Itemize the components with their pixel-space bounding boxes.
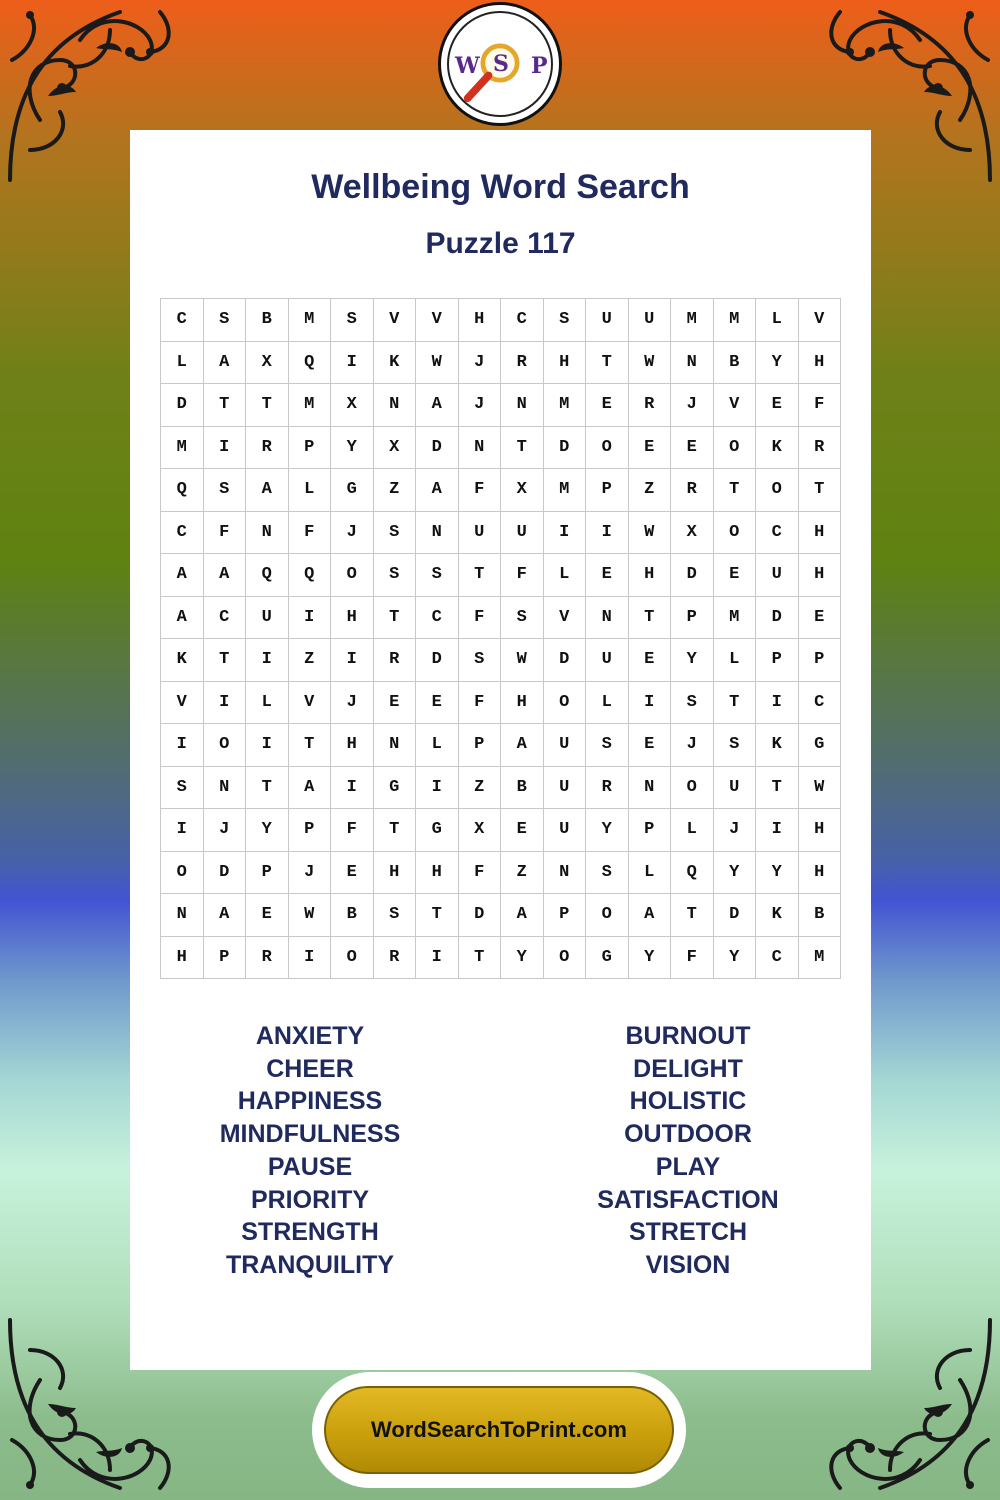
grid-cell[interactable]: V xyxy=(714,384,757,427)
grid-cell[interactable]: U xyxy=(586,299,629,342)
letter-grid xyxy=(160,298,841,979)
grid-cell[interactable]: S xyxy=(586,724,629,767)
grid-cell[interactable]: B xyxy=(799,894,842,937)
grid-cell[interactable]: W xyxy=(629,342,672,385)
logo-letter-p: P xyxy=(531,53,548,79)
grid-cell[interactable]: N xyxy=(586,597,629,640)
grid-cell[interactable]: O xyxy=(756,469,799,512)
grid-cell[interactable]: Q xyxy=(289,342,332,385)
grid-cell[interactable]: I xyxy=(416,767,459,810)
grid-cell[interactable]: L xyxy=(161,342,204,385)
grid-cell[interactable]: I xyxy=(629,682,672,725)
grid-cell[interactable]: H xyxy=(374,852,417,895)
grid-cell[interactable]: F xyxy=(459,469,502,512)
word-list-item: MINDFULNESS xyxy=(219,1120,401,1149)
word-list-item: TRANQUILITY xyxy=(225,1250,395,1279)
grid-cell[interactable]: F xyxy=(671,937,714,980)
grid-cell[interactable]: C xyxy=(756,512,799,555)
grid-cell[interactable]: D xyxy=(714,894,757,937)
grid-cell[interactable]: F xyxy=(799,384,842,427)
site-link-text: WordSearchToPrint.com xyxy=(371,1417,627,1442)
word-list-item: HOLISTIC xyxy=(629,1087,747,1116)
grid-cell[interactable]: V xyxy=(161,682,204,725)
grid-cell[interactable]: C xyxy=(501,299,544,342)
grid-cell[interactable]: T xyxy=(501,427,544,470)
grid-cell[interactable]: C xyxy=(799,682,842,725)
grid-cell[interactable]: S xyxy=(586,852,629,895)
grid-cell[interactable]: M xyxy=(544,469,587,512)
grid-cell[interactable]: P xyxy=(629,809,672,852)
grid-cell[interactable]: I xyxy=(246,724,289,767)
grid-cell[interactable]: D xyxy=(756,597,799,640)
grid-cell[interactable]: I xyxy=(756,682,799,725)
grid-cell[interactable]: P xyxy=(544,894,587,937)
word-list-item: STRETCH xyxy=(628,1218,748,1247)
grid-cell[interactable]: T xyxy=(459,554,502,597)
page-title: Wellbeing Word Search xyxy=(311,168,690,206)
grid-cell[interactable]: M xyxy=(289,299,332,342)
grid-cell[interactable]: F xyxy=(459,852,502,895)
grid-cell[interactable]: S xyxy=(204,299,247,342)
grid-cell[interactable]: P xyxy=(289,809,332,852)
word-list xyxy=(130,1020,871,1290)
grid-cell[interactable]: E xyxy=(586,384,629,427)
grid-cell[interactable]: H xyxy=(629,554,672,597)
grid-cell[interactable]: R xyxy=(246,427,289,470)
logo-letter-s: S xyxy=(493,51,509,77)
grid-cell[interactable]: J xyxy=(714,809,757,852)
grid-cell[interactable]: L xyxy=(629,852,672,895)
grid-cell[interactable]: V xyxy=(416,299,459,342)
grid-cell[interactable]: C xyxy=(756,937,799,980)
grid-cell[interactable]: O xyxy=(331,554,374,597)
grid-cell[interactable]: H xyxy=(331,724,374,767)
grid-cell[interactable]: T xyxy=(374,809,417,852)
grid-cell[interactable]: Y xyxy=(586,809,629,852)
grid-cell[interactable]: J xyxy=(204,809,247,852)
grid-cell[interactable]: P xyxy=(204,937,247,980)
grid-cell[interactable]: N xyxy=(544,852,587,895)
grid-cell[interactable]: K xyxy=(756,894,799,937)
grid-cell[interactable]: T xyxy=(799,469,842,512)
grid-cell[interactable]: O xyxy=(544,682,587,725)
grid-cell[interactable]: O xyxy=(544,937,587,980)
grid-cell[interactable]: A xyxy=(416,384,459,427)
grid-cell[interactable]: S xyxy=(459,639,502,682)
grid-cell[interactable]: J xyxy=(289,852,332,895)
grid-cell[interactable]: E xyxy=(799,597,842,640)
grid-cell[interactable]: R xyxy=(799,427,842,470)
word-list-item: SATISFACTION xyxy=(597,1185,779,1214)
grid-cell[interactable]: D xyxy=(544,639,587,682)
grid-cell[interactable]: L xyxy=(246,682,289,725)
grid-cell[interactable]: N xyxy=(671,342,714,385)
grid-cell[interactable]: P xyxy=(459,724,502,767)
grid-cell[interactable]: W xyxy=(289,894,332,937)
word-list-item: PAUSE xyxy=(267,1152,353,1181)
grid-cell[interactable]: L xyxy=(586,682,629,725)
grid-cell[interactable]: S xyxy=(331,299,374,342)
grid-cell[interactable]: Y xyxy=(331,427,374,470)
grid-cell[interactable]: U xyxy=(501,512,544,555)
grid-cell[interactable]: T xyxy=(374,597,417,640)
grid-cell[interactable]: M xyxy=(289,384,332,427)
grid-cell[interactable]: I xyxy=(586,512,629,555)
grid-cell[interactable]: N xyxy=(459,427,502,470)
grid-cell[interactable]: F xyxy=(459,682,502,725)
grid-cell[interactable]: W xyxy=(629,512,672,555)
logo-letter-w: W xyxy=(455,53,480,79)
grid-cell[interactable]: A xyxy=(161,554,204,597)
grid-cell[interactable]: P xyxy=(246,852,289,895)
grid-cell[interactable]: F xyxy=(289,512,332,555)
grid-cell[interactable]: F xyxy=(331,809,374,852)
grid-cell[interactable]: I xyxy=(289,597,332,640)
grid-cell[interactable]: C xyxy=(161,299,204,342)
grid-cell[interactable]: Y xyxy=(246,809,289,852)
grid-cell[interactable]: I xyxy=(204,427,247,470)
grid-cell[interactable]: H xyxy=(416,852,459,895)
grid-cell[interactable]: D xyxy=(544,427,587,470)
grid-cell[interactable]: H xyxy=(544,342,587,385)
grid-cell[interactable]: N xyxy=(374,724,417,767)
grid-cell[interactable]: I xyxy=(161,724,204,767)
grid-cell[interactable]: A xyxy=(204,554,247,597)
grid-cell[interactable]: U xyxy=(459,512,502,555)
word-list-item: PLAY xyxy=(655,1152,721,1181)
grid-cell[interactable]: J xyxy=(459,384,502,427)
grid-cell[interactable]: D xyxy=(204,852,247,895)
grid-cell[interactable]: X xyxy=(459,809,502,852)
grid-cell[interactable]: G xyxy=(374,767,417,810)
word-list-right xyxy=(508,1020,868,1282)
grid-cell[interactable]: T xyxy=(629,597,672,640)
grid-cell[interactable]: I xyxy=(331,767,374,810)
grid-cell[interactable]: E xyxy=(671,427,714,470)
grid-cell[interactable]: N xyxy=(204,767,247,810)
grid-cell[interactable]: F xyxy=(459,597,502,640)
grid-cell[interactable]: K xyxy=(756,427,799,470)
grid-cell[interactable]: D xyxy=(416,427,459,470)
grid-cell[interactable]: A xyxy=(161,597,204,640)
grid-cell[interactable]: V xyxy=(289,682,332,725)
word-list-item: ANXIETY xyxy=(255,1022,365,1050)
grid-cell[interactable]: I xyxy=(331,639,374,682)
grid-cell[interactable]: I xyxy=(331,342,374,385)
grid-cell[interactable]: K xyxy=(374,342,417,385)
grid-cell[interactable]: N xyxy=(374,384,417,427)
grid-cell[interactable]: A xyxy=(246,469,289,512)
grid-cell[interactable]: I xyxy=(204,682,247,725)
grid-cell[interactable]: Y xyxy=(629,937,672,980)
grid-cell[interactable]: M xyxy=(714,597,757,640)
grid-cell[interactable]: Z xyxy=(289,639,332,682)
grid-cell[interactable]: O xyxy=(204,724,247,767)
grid-cell[interactable]: T xyxy=(246,767,289,810)
site-logo[interactable] xyxy=(438,2,562,126)
grid-cell[interactable]: W xyxy=(799,767,842,810)
grid-cell[interactable]: N xyxy=(416,512,459,555)
grid-cell[interactable]: F xyxy=(501,554,544,597)
grid-cell[interactable]: H xyxy=(331,597,374,640)
footer-badge xyxy=(312,1372,686,1488)
grid-cell[interactable]: V xyxy=(374,299,417,342)
grid-cell[interactable]: R xyxy=(501,342,544,385)
grid-cell[interactable]: T xyxy=(714,469,757,512)
grid-cell[interactable]: H xyxy=(799,852,842,895)
grid-cell[interactable]: X xyxy=(331,384,374,427)
grid-cell[interactable]: U xyxy=(544,809,587,852)
puzzle-card xyxy=(130,130,871,1370)
grid-cell[interactable]: L xyxy=(416,724,459,767)
grid-cell[interactable]: Y xyxy=(671,639,714,682)
word-list-item: STRENGTH xyxy=(241,1218,379,1247)
grid-cell[interactable]: Z xyxy=(629,469,672,512)
grid-cell[interactable]: U xyxy=(544,767,587,810)
grid-cell[interactable]: R xyxy=(374,639,417,682)
grid-cell[interactable]: M xyxy=(161,427,204,470)
grid-cell[interactable]: S xyxy=(544,299,587,342)
grid-cell[interactable]: D xyxy=(671,554,714,597)
grid-cell[interactable]: O xyxy=(586,427,629,470)
grid-cell[interactable]: K xyxy=(161,639,204,682)
grid-cell[interactable]: O xyxy=(331,937,374,980)
grid-cell[interactable]: T xyxy=(246,384,289,427)
word-list-item: CHEER xyxy=(266,1054,354,1083)
word-list-item: DELIGHT xyxy=(633,1054,743,1083)
grid-cell[interactable]: U xyxy=(586,639,629,682)
grid-cell[interactable]: M xyxy=(714,299,757,342)
grid-cell[interactable]: O xyxy=(161,852,204,895)
grid-cell[interactable]: T xyxy=(586,342,629,385)
grid-cell[interactable]: P xyxy=(799,639,842,682)
grid-cell[interactable]: C xyxy=(204,597,247,640)
grid-cell[interactable]: B xyxy=(331,894,374,937)
grid-cell[interactable]: E xyxy=(416,682,459,725)
grid-cell[interactable]: E xyxy=(714,554,757,597)
grid-cell[interactable]: R xyxy=(671,469,714,512)
grid-cell[interactable]: X xyxy=(671,512,714,555)
grid-cell[interactable]: G xyxy=(416,809,459,852)
grid-cell[interactable]: L xyxy=(671,809,714,852)
grid-cell[interactable]: T xyxy=(416,894,459,937)
grid-cell[interactable]: J xyxy=(331,512,374,555)
grid-cell[interactable]: P xyxy=(671,597,714,640)
grid-cell[interactable]: G xyxy=(799,724,842,767)
grid-cell[interactable]: T xyxy=(204,384,247,427)
grid-cell[interactable]: A xyxy=(501,724,544,767)
grid-cell[interactable]: H xyxy=(459,299,502,342)
grid-cell[interactable]: N xyxy=(501,384,544,427)
grid-cell[interactable]: L xyxy=(289,469,332,512)
grid-cell[interactable]: E xyxy=(246,894,289,937)
grid-cell[interactable]: S xyxy=(714,724,757,767)
grid-cell[interactable]: D xyxy=(161,384,204,427)
grid-cell[interactable]: S xyxy=(501,597,544,640)
grid-cell[interactable]: V xyxy=(799,299,842,342)
grid-cell[interactable]: I xyxy=(416,937,459,980)
grid-cell[interactable]: S xyxy=(671,682,714,725)
grid-cell[interactable]: X xyxy=(246,342,289,385)
grid-cell[interactable]: R xyxy=(586,767,629,810)
grid-cell[interactable]: J xyxy=(459,342,502,385)
word-list-left xyxy=(130,1020,490,1282)
grid-cell[interactable]: T xyxy=(756,767,799,810)
grid-cell[interactable]: D xyxy=(416,639,459,682)
grid-cell[interactable]: L xyxy=(756,299,799,342)
grid-cell[interactable]: O xyxy=(714,427,757,470)
grid-cell[interactable]: A xyxy=(629,894,672,937)
puzzle-number: Puzzle 117 xyxy=(425,227,576,260)
grid-cell[interactable]: A xyxy=(204,894,247,937)
grid-cell[interactable]: E xyxy=(756,384,799,427)
grid-cell[interactable]: I xyxy=(289,937,332,980)
grid-cell[interactable]: T xyxy=(714,682,757,725)
word-list-item: OUTDOOR xyxy=(624,1120,752,1149)
grid-cell[interactable]: H xyxy=(799,554,842,597)
grid-cell[interactable]: B xyxy=(714,342,757,385)
grid-cell[interactable]: I xyxy=(756,809,799,852)
word-list-item: HAPPINESS xyxy=(237,1087,383,1116)
grid-cell[interactable]: A xyxy=(289,767,332,810)
grid-cell[interactable]: G xyxy=(331,469,374,512)
grid-cell[interactable]: M xyxy=(799,937,842,980)
grid-cell[interactable]: E xyxy=(331,852,374,895)
grid-cell[interactable]: C xyxy=(161,512,204,555)
grid-cell[interactable]: D xyxy=(459,894,502,937)
grid-cell[interactable]: R xyxy=(374,937,417,980)
grid-cell[interactable]: H xyxy=(799,342,842,385)
grid-cell[interactable]: L xyxy=(544,554,587,597)
grid-cell[interactable]: S xyxy=(416,554,459,597)
grid-cell[interactable]: P xyxy=(756,639,799,682)
grid-cell[interactable]: R xyxy=(629,384,672,427)
grid-cell[interactable]: Z xyxy=(501,852,544,895)
grid-cell[interactable]: Q xyxy=(161,469,204,512)
grid-cell[interactable]: X xyxy=(501,469,544,512)
grid-cell[interactable]: E xyxy=(629,724,672,767)
grid-cell[interactable]: E xyxy=(629,639,672,682)
grid-cell[interactable]: S xyxy=(374,554,417,597)
grid-cell[interactable]: U xyxy=(714,767,757,810)
grid-cell[interactable]: I xyxy=(161,809,204,852)
grid-cell[interactable]: N xyxy=(161,894,204,937)
grid-cell[interactable]: R xyxy=(246,937,289,980)
grid-cell[interactable]: A xyxy=(501,894,544,937)
word-list-item: PRIORITY xyxy=(250,1185,370,1214)
grid-cell[interactable]: S xyxy=(161,767,204,810)
grid-cell[interactable]: U xyxy=(246,597,289,640)
grid-cell[interactable]: U xyxy=(629,299,672,342)
grid-cell[interactable]: U xyxy=(544,724,587,767)
grid-cell[interactable]: Q xyxy=(289,554,332,597)
grid-cell[interactable]: J xyxy=(331,682,374,725)
word-list-item: BURNOUT xyxy=(625,1022,751,1050)
grid-cell[interactable]: N xyxy=(629,767,672,810)
grid-cell[interactable]: M xyxy=(671,299,714,342)
grid-cell[interactable]: J xyxy=(671,724,714,767)
grid-cell[interactable]: W xyxy=(416,342,459,385)
grid-cell[interactable]: F xyxy=(204,512,247,555)
grid-cell[interactable]: G xyxy=(586,937,629,980)
grid-cell[interactable]: O xyxy=(586,894,629,937)
grid-cell[interactable]: P xyxy=(289,427,332,470)
grid-cell[interactable]: C xyxy=(416,597,459,640)
grid-cell[interactable]: J xyxy=(671,384,714,427)
grid-cell[interactable]: E xyxy=(374,682,417,725)
grid-cell[interactable]: L xyxy=(714,639,757,682)
grid-cell[interactable]: Y xyxy=(714,852,757,895)
grid-cell[interactable]: T xyxy=(459,937,502,980)
grid-cell[interactable]: Q xyxy=(246,554,289,597)
grid-cell[interactable]: Y xyxy=(501,937,544,980)
grid-cell[interactable]: V xyxy=(544,597,587,640)
grid-cell[interactable]: Y xyxy=(756,342,799,385)
grid-cell[interactable]: Y xyxy=(714,937,757,980)
grid-cell[interactable]: P xyxy=(586,469,629,512)
site-link-button[interactable] xyxy=(324,1386,674,1474)
grid-cell[interactable]: B xyxy=(501,767,544,810)
grid-cell[interactable]: A xyxy=(416,469,459,512)
grid-cell[interactable]: H xyxy=(161,937,204,980)
grid-cell[interactable]: U xyxy=(756,554,799,597)
grid-cell[interactable]: T xyxy=(671,894,714,937)
grid-cell[interactable]: T xyxy=(289,724,332,767)
grid-cell[interactable]: E xyxy=(586,554,629,597)
grid-cell[interactable]: W xyxy=(501,639,544,682)
grid-cell[interactable]: M xyxy=(544,384,587,427)
grid-cell[interactable]: O xyxy=(714,512,757,555)
grid-cell[interactable]: N xyxy=(246,512,289,555)
grid-cell[interactable]: T xyxy=(204,639,247,682)
grid-cell[interactable]: H xyxy=(799,809,842,852)
grid-cell[interactable]: Y xyxy=(756,852,799,895)
grid-cell[interactable]: H xyxy=(799,512,842,555)
grid-cell[interactable]: Z xyxy=(374,469,417,512)
grid-cell[interactable]: O xyxy=(671,767,714,810)
word-list-item: VISION xyxy=(645,1250,731,1279)
grid-cell[interactable]: K xyxy=(756,724,799,767)
grid-cell[interactable]: I xyxy=(246,639,289,682)
grid-cell[interactable]: I xyxy=(544,512,587,555)
grid-cell[interactable]: X xyxy=(374,427,417,470)
grid-cell[interactable]: Q xyxy=(671,852,714,895)
grid-cell[interactable]: A xyxy=(204,342,247,385)
grid-cell[interactable]: E xyxy=(501,809,544,852)
grid-cell[interactable]: S xyxy=(374,512,417,555)
grid-cell[interactable]: Z xyxy=(459,767,502,810)
grid-cell[interactable]: E xyxy=(629,427,672,470)
grid-cell[interactable]: S xyxy=(374,894,417,937)
grid-cell[interactable]: H xyxy=(501,682,544,725)
grid-cell[interactable]: B xyxy=(246,299,289,342)
grid-cell[interactable]: S xyxy=(204,469,247,512)
